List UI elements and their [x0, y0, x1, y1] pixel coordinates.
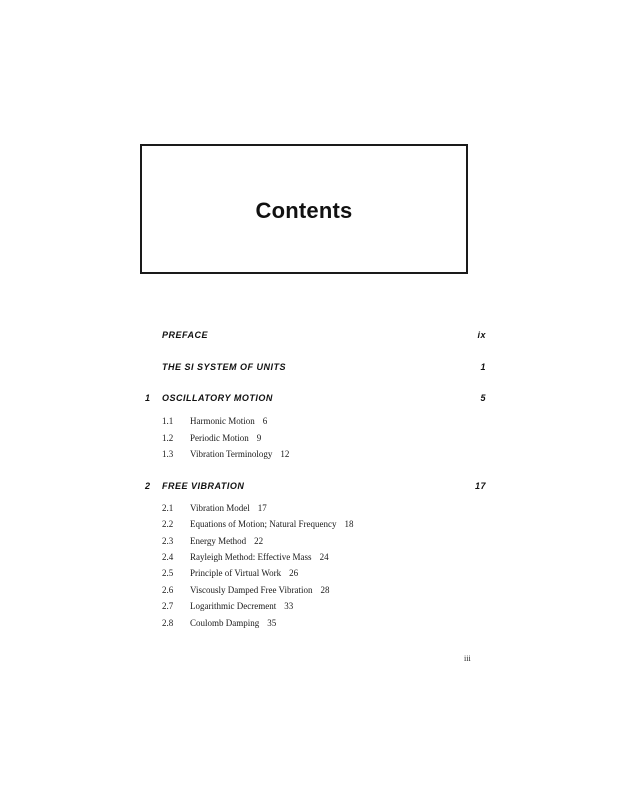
section-number: 2.5 — [162, 568, 174, 578]
section-title: Viscously Damped Free Vibration — [190, 585, 313, 595]
section-page: 28 — [320, 585, 330, 595]
section-page: 24 — [319, 552, 329, 562]
toc-section — [162, 503, 267, 513]
toc-section — [162, 433, 261, 443]
section-page: 26 — [289, 568, 299, 578]
section-title: Coulomb Damping — [190, 618, 260, 628]
toc-chapter-1 — [162, 393, 486, 403]
toc-section — [162, 416, 267, 426]
section-title: Logarithmic Decrement — [190, 601, 277, 611]
toc-page-number: 17 — [474, 481, 486, 491]
toc-page-number: ix — [477, 330, 486, 340]
toc-section — [162, 618, 276, 628]
toc-front-si-units — [162, 362, 486, 372]
toc-section — [162, 568, 298, 578]
section-title: Vibration Terminology — [190, 449, 273, 459]
section-number: 2.3 — [162, 536, 174, 546]
section-page: 35 — [267, 618, 277, 628]
section-title: Principle of Virtual Work — [190, 568, 282, 578]
contents-title-box — [140, 144, 468, 274]
section-number: 2.2 — [162, 519, 174, 529]
section-page: 12 — [280, 449, 290, 459]
section-page: 9 — [256, 433, 262, 443]
toc-page-number: 1 — [480, 362, 486, 372]
section-number: 2.1 — [162, 503, 174, 513]
toc-section — [162, 536, 263, 546]
section-number: 1.3 — [162, 449, 174, 459]
toc-section — [162, 552, 329, 562]
section-page: 17 — [257, 503, 267, 513]
section-title: Equations of Motion; Natural Frequency — [190, 519, 337, 529]
section-number: 1.1 — [162, 416, 174, 426]
section-title: Periodic Motion — [190, 433, 249, 443]
section-title: Energy Method — [190, 536, 247, 546]
toc-heading-label: FREE VIBRATION — [162, 481, 245, 491]
toc-chapter-2 — [162, 481, 486, 491]
section-title: Harmonic Motion — [190, 416, 255, 426]
section-number: 2.6 — [162, 585, 174, 595]
toc-page-number: 5 — [480, 393, 486, 403]
section-number: 1.2 — [162, 433, 174, 443]
page-folio: iii — [464, 654, 471, 663]
section-number: 2.4 — [162, 552, 174, 562]
toc-section — [162, 449, 289, 459]
toc-section — [162, 519, 353, 529]
section-page: 18 — [344, 519, 354, 529]
toc-section — [162, 601, 293, 611]
section-title: Vibration Model — [190, 503, 250, 513]
toc-section — [162, 585, 329, 595]
section-number: 2.7 — [162, 601, 174, 611]
chapter-number: 2 — [145, 481, 151, 491]
section-title: Rayleigh Method: Effective Mass — [190, 552, 312, 562]
toc-front-preface — [162, 330, 486, 340]
section-page: 22 — [254, 536, 264, 546]
toc-heading-label: OSCILLATORY MOTION — [162, 393, 273, 403]
section-page: 6 — [262, 416, 268, 426]
toc-heading-label: THE SI SYSTEM OF UNITS — [162, 362, 287, 372]
section-number: 2.8 — [162, 618, 174, 628]
section-page: 33 — [284, 601, 294, 611]
toc-heading-label: PREFACE — [162, 330, 209, 340]
chapter-number: 1 — [145, 393, 151, 403]
page-title: Contents — [255, 198, 353, 223]
